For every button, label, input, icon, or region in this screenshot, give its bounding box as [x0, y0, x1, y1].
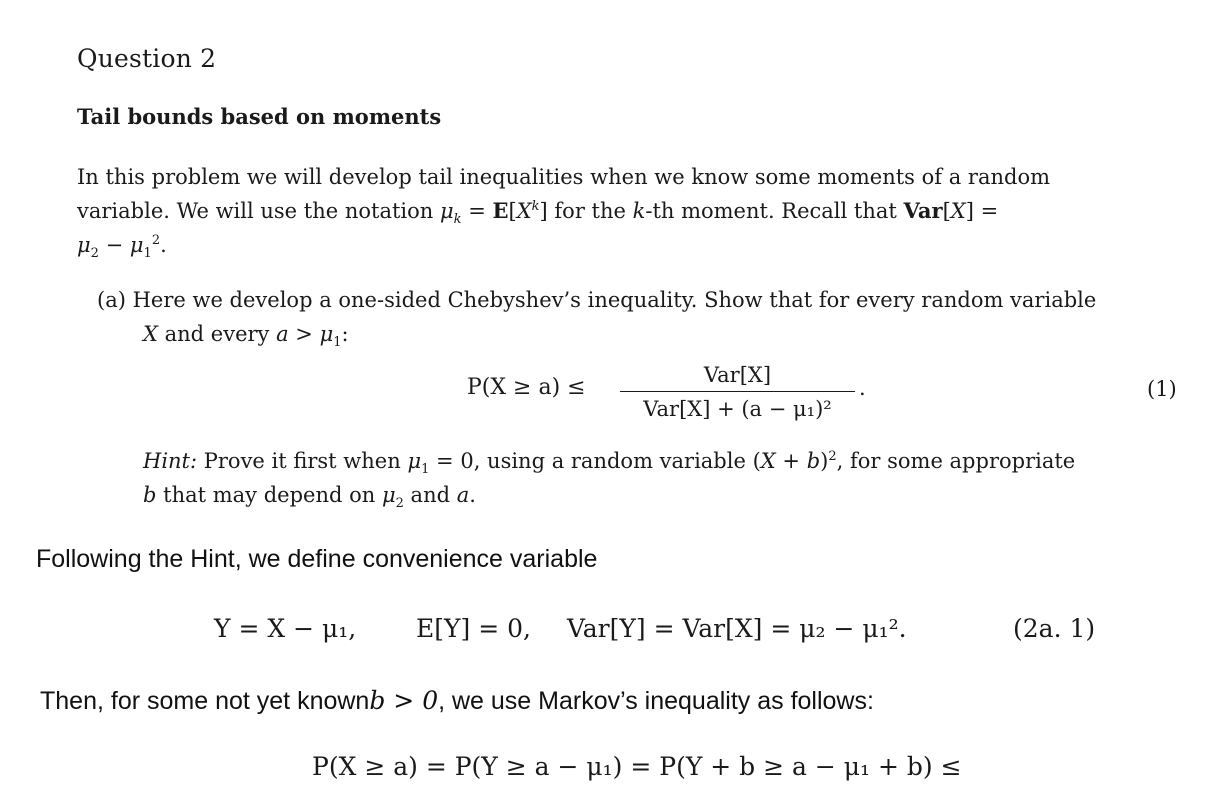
solution-equation-2a1	[0, 614, 1222, 654]
equation-1-numerator: Var[X]	[703, 363, 772, 387]
math-a-gt-mu1: $a > \mu_1$	[276, 322, 342, 351]
math-x-plus-b-sq: $(X + b)^2$	[752, 449, 837, 473]
math-moment-notation: $\mu_k = E[X^k]$	[439, 198, 548, 228]
eq-y-definition: Y = X − μ₁,	[214, 614, 357, 643]
equation-1-number: (1)	[1147, 377, 1177, 401]
part-a-text: :	[341, 322, 349, 346]
math-k: k	[632, 199, 646, 223]
hint-text: Prove it first when	[197, 449, 408, 473]
eq-expectation: E[Y] = 0,	[416, 614, 531, 643]
question-title: Question 2	[77, 44, 217, 73]
part-a-line-1	[97, 283, 1096, 317]
hint-text: .	[469, 483, 476, 507]
equation-1	[0, 360, 1222, 424]
equation-1-lhs: P(X ≥ a) ≤	[467, 375, 586, 400]
eq-number-2a1: (2a. 1)	[1013, 614, 1096, 643]
part-a-line-2	[143, 317, 349, 351]
intro-text: -th moment. Recall that	[645, 199, 904, 223]
equation-1-fraction	[620, 360, 855, 424]
hint-line-2	[143, 478, 476, 512]
intro-text: .	[160, 233, 167, 257]
intro-text: for the	[547, 199, 633, 223]
math-mu2-minus-mu1sq: $\mu_2 - \mu_1^2$	[77, 233, 161, 262]
math-a: a	[456, 483, 470, 507]
solution-text: Then, for some not yet known	[40, 687, 370, 715]
math-b-positive: b > 0	[369, 686, 439, 715]
hint-label: Hint:	[143, 449, 198, 473]
eq-variance: Var[Y] = Var[X] = μ₂ − μ₁².	[567, 614, 907, 643]
solution-line-1: Following the Hint, we define convenience variable	[36, 545, 598, 573]
solution-line-2	[40, 686, 874, 716]
part-a-text: and every	[157, 322, 277, 346]
hint-text: and	[403, 483, 457, 507]
intro-line-3	[77, 228, 167, 262]
math-variance-def: Var[X] =	[903, 198, 999, 223]
solution-text: , we use Markov’s inequality as follows:	[438, 687, 874, 715]
math-mu1-zero: $\mu_1 = 0$	[407, 449, 474, 478]
fraction-bar	[620, 391, 855, 392]
intro-text: variable. We will use the notation	[77, 199, 440, 223]
math-x: X	[143, 322, 158, 346]
question-subtitle: Tail bounds based on moments	[77, 104, 442, 129]
hint-text: that may depend on	[156, 483, 382, 507]
equation-1-period: .	[859, 376, 866, 400]
math-mu2: $\mu_2$	[381, 483, 404, 512]
hint-text: , using a random variable	[473, 449, 753, 473]
part-a-label: (a)	[97, 288, 126, 312]
equation-1-denominator: Var[X] + (a − μ₁)²	[643, 397, 832, 421]
hint-line-1	[143, 444, 1075, 478]
intro-line-1: In this problem we will develop tail inequalities when we know some moments of a random	[77, 165, 1051, 189]
math-b: b	[143, 483, 157, 507]
part-a-text: Here we develop a one-sided Chebyshev’s inequality. Show that for every random variable	[132, 288, 1097, 312]
hint-text: , for some appropriate	[836, 449, 1076, 473]
solution-markov-equation: P(X ≥ a) = P(Y ≥ a − μ₁) = P(Y + b ≥ a − μ₁ + b) ≤	[312, 752, 962, 781]
intro-line-2	[77, 194, 998, 228]
